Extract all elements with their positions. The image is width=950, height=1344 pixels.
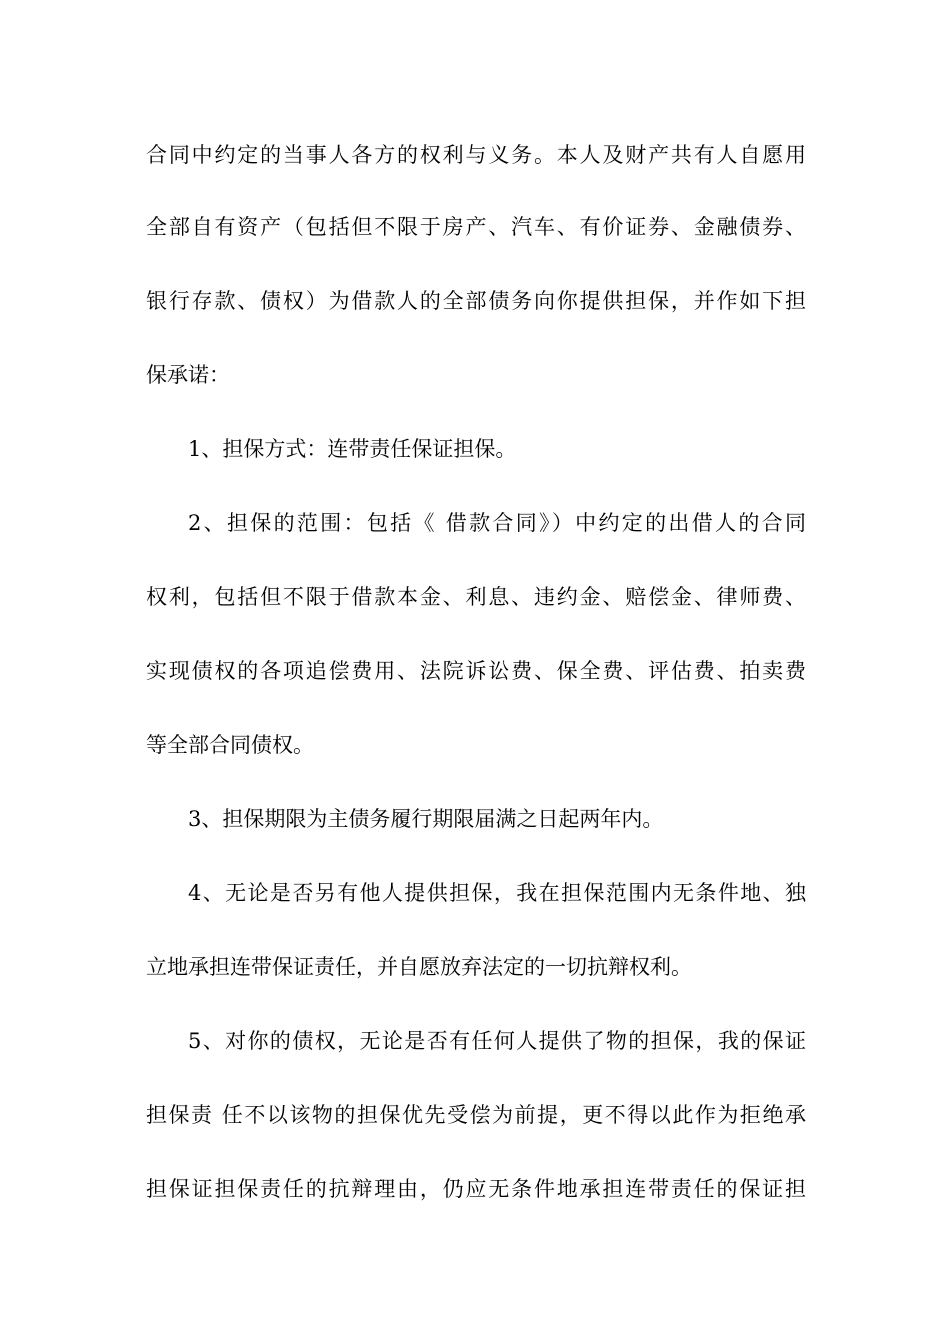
text-line: 全部自有资产（包括但不限于房产、汽车、有价证券、金融债券、 <box>146 215 806 239</box>
text-line: 立地承担连带保证责任，并自愿放弃法定的一切抗辩权利。 <box>146 955 692 979</box>
text-line: 实现债权的各项追偿费用、法院诉讼费、保全费、评估费、拍卖费 <box>146 659 806 683</box>
text-line: 保承诺： <box>146 363 230 387</box>
text-line: 担保责 任不以该物的担保优先受偿为前提，更不得以此作为拒绝承 <box>146 1103 806 1127</box>
text-line: 合同中约定的当事人各方的权利与义务。本人及财产共有人自愿用 <box>146 143 806 167</box>
list-item-5: 5、对你的债权，无论是否有任何人提供了物的担保，我的保证 <box>188 1029 806 1053</box>
text-line: 权利，包括但不限于借款本金、利息、违约金、赔偿金、律师费、 <box>146 585 806 609</box>
list-item-2: 2、担保的范围：包括《 借款合同》）中约定的出借人的合同 <box>188 511 806 535</box>
list-item-1: 1、担保方式：连带责任保证担保。 <box>188 437 517 461</box>
list-item-3: 3、担保期限为主债务履行期限届满之日起两年内。 <box>188 807 664 831</box>
text-line: 银行存款、债权）为借款人的全部债务向你提供担保，并作如下担 <box>146 289 806 313</box>
text-line: 等全部合同债权。 <box>146 733 314 757</box>
text-line: 担保证担保责任的抗辩理由，仍应无条件地承担连带责任的保证担 <box>146 1177 806 1201</box>
list-item-4: 4、无论是否另有他人提供担保，我在担保范围内无条件地、独 <box>188 881 806 905</box>
